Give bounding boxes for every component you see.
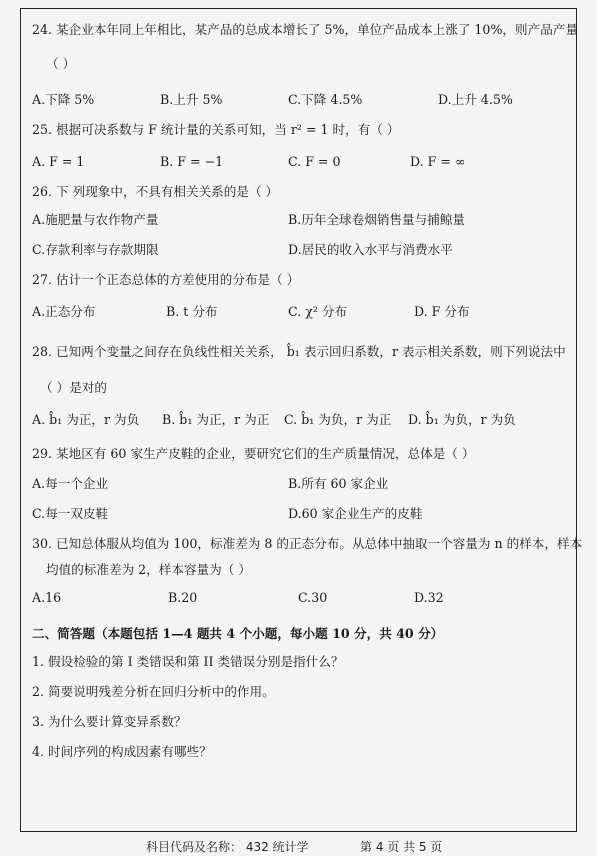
question-30-stem-line2: 均值的标准差为 2，样本容量为（ ） [46, 562, 251, 577]
option-c: C. F = 0 [288, 154, 341, 169]
option-c: C.存款利率与存款期限 [32, 242, 159, 257]
option-d: D.32 [414, 590, 444, 605]
question-25-stem: 25. 根据可决系数与 F 统计量的关系可知，当 r² = 1 时，有（ ） [32, 122, 400, 137]
subject-code: 科目代码及名称： 432 统计学 [146, 840, 309, 854]
option-b: B. F = −1 [160, 154, 224, 169]
question-26-stem: 26. 下 列现象中，不具有相关关系的是（ ） [32, 184, 279, 199]
page-number: 第 4 页 共 5 页 [360, 840, 443, 854]
option-b: B. t 分布 [166, 304, 218, 319]
option-d: D.60 家企业生产的皮鞋 [288, 506, 423, 521]
question-25-options [32, 156, 580, 172]
option-a: A.每一个企业 [32, 476, 109, 491]
option-c: C.30 [298, 590, 328, 605]
question-30-stem: 30. 已知总体服从均值为 100，标准差为 8 的正态分布。从总体中抽取一个容量为 n 的样本，样本 [32, 536, 583, 551]
question-29-stem: 29. 某地区有 60 家生产皮鞋的企业，要研究它们的生产质量情况，总体是（ ） [32, 446, 475, 461]
short-answer-1: 1. 假设检验的第 I 类错误和第 II 类错误分别是指什么？ [32, 654, 344, 669]
question-26-options-row2 [32, 244, 580, 260]
option-b: B.上升 5% [160, 92, 223, 107]
question-30-options [32, 592, 580, 608]
short-answer-3: 3. 为什么要计算变异系数？ [32, 714, 187, 729]
short-answer-4: 4. 时间序列的构成因素有哪些？ [32, 744, 212, 759]
option-d: D. b̂₁ 为负，r 为负 [408, 412, 516, 427]
option-b: B. b̂₁ 为正，r 为正 [162, 412, 270, 427]
question-26-options-row1 [32, 214, 580, 230]
question-28-blank: （ ）是对的 [40, 380, 107, 395]
section-2-heading: 二、简答题（本题包括 1—4 题共 4 个小题，每小题 10 分，共 40 分） [32, 626, 444, 641]
question-28-options [32, 414, 580, 430]
option-c: C. b̂₁ 为负，r 为正 [284, 412, 392, 427]
question-24-blank: （ ） [46, 56, 76, 71]
option-a: A. b̂₁ 为正，r 为负 [32, 412, 140, 427]
question-29-options-row2 [32, 508, 580, 524]
option-d: D. F = ∞ [410, 154, 466, 169]
short-answer-2: 2. 简要说明残差分析在回归分析中的作用。 [32, 684, 275, 699]
option-a: A.正态分布 [32, 304, 96, 319]
question-27-options [32, 306, 580, 322]
option-a: A.16 [32, 590, 62, 605]
option-c: C. χ² 分布 [288, 304, 348, 319]
option-b: B.20 [168, 590, 198, 605]
option-d: D.上升 4.5% [438, 92, 513, 107]
question-24-stem: 24. 某企业本年同上年相比，某产品的总成本增长了 5%，单位产品成本上涨了 10%，则产品产量 [32, 22, 578, 37]
option-b: B.所有 60 家企业 [288, 476, 389, 491]
question-29-options-row1 [32, 478, 580, 494]
option-a: A.下降 5% [32, 92, 95, 107]
question-24-options [32, 94, 580, 110]
question-27-stem: 27. 估计一个正态总体的方差使用的分布是（ ） [32, 272, 300, 287]
option-c: C.每一双皮鞋 [32, 506, 109, 521]
option-a: A. F = 1 [32, 154, 85, 169]
option-a: A.施肥量与农作物产量 [32, 212, 159, 227]
question-28-stem: 28. 已知两个变量之间存在负线性相关关系， b̂₁ 表示回归系数，r 表示相关系数，则下列说法中 [32, 344, 566, 359]
option-d: D.居民的收入水平与消费水平 [288, 242, 453, 257]
option-b: B.历年全球卷烟销售量与捕鲸量 [288, 212, 465, 227]
option-c: C.下降 4.5% [288, 92, 363, 107]
option-d: D. F 分布 [414, 304, 470, 319]
